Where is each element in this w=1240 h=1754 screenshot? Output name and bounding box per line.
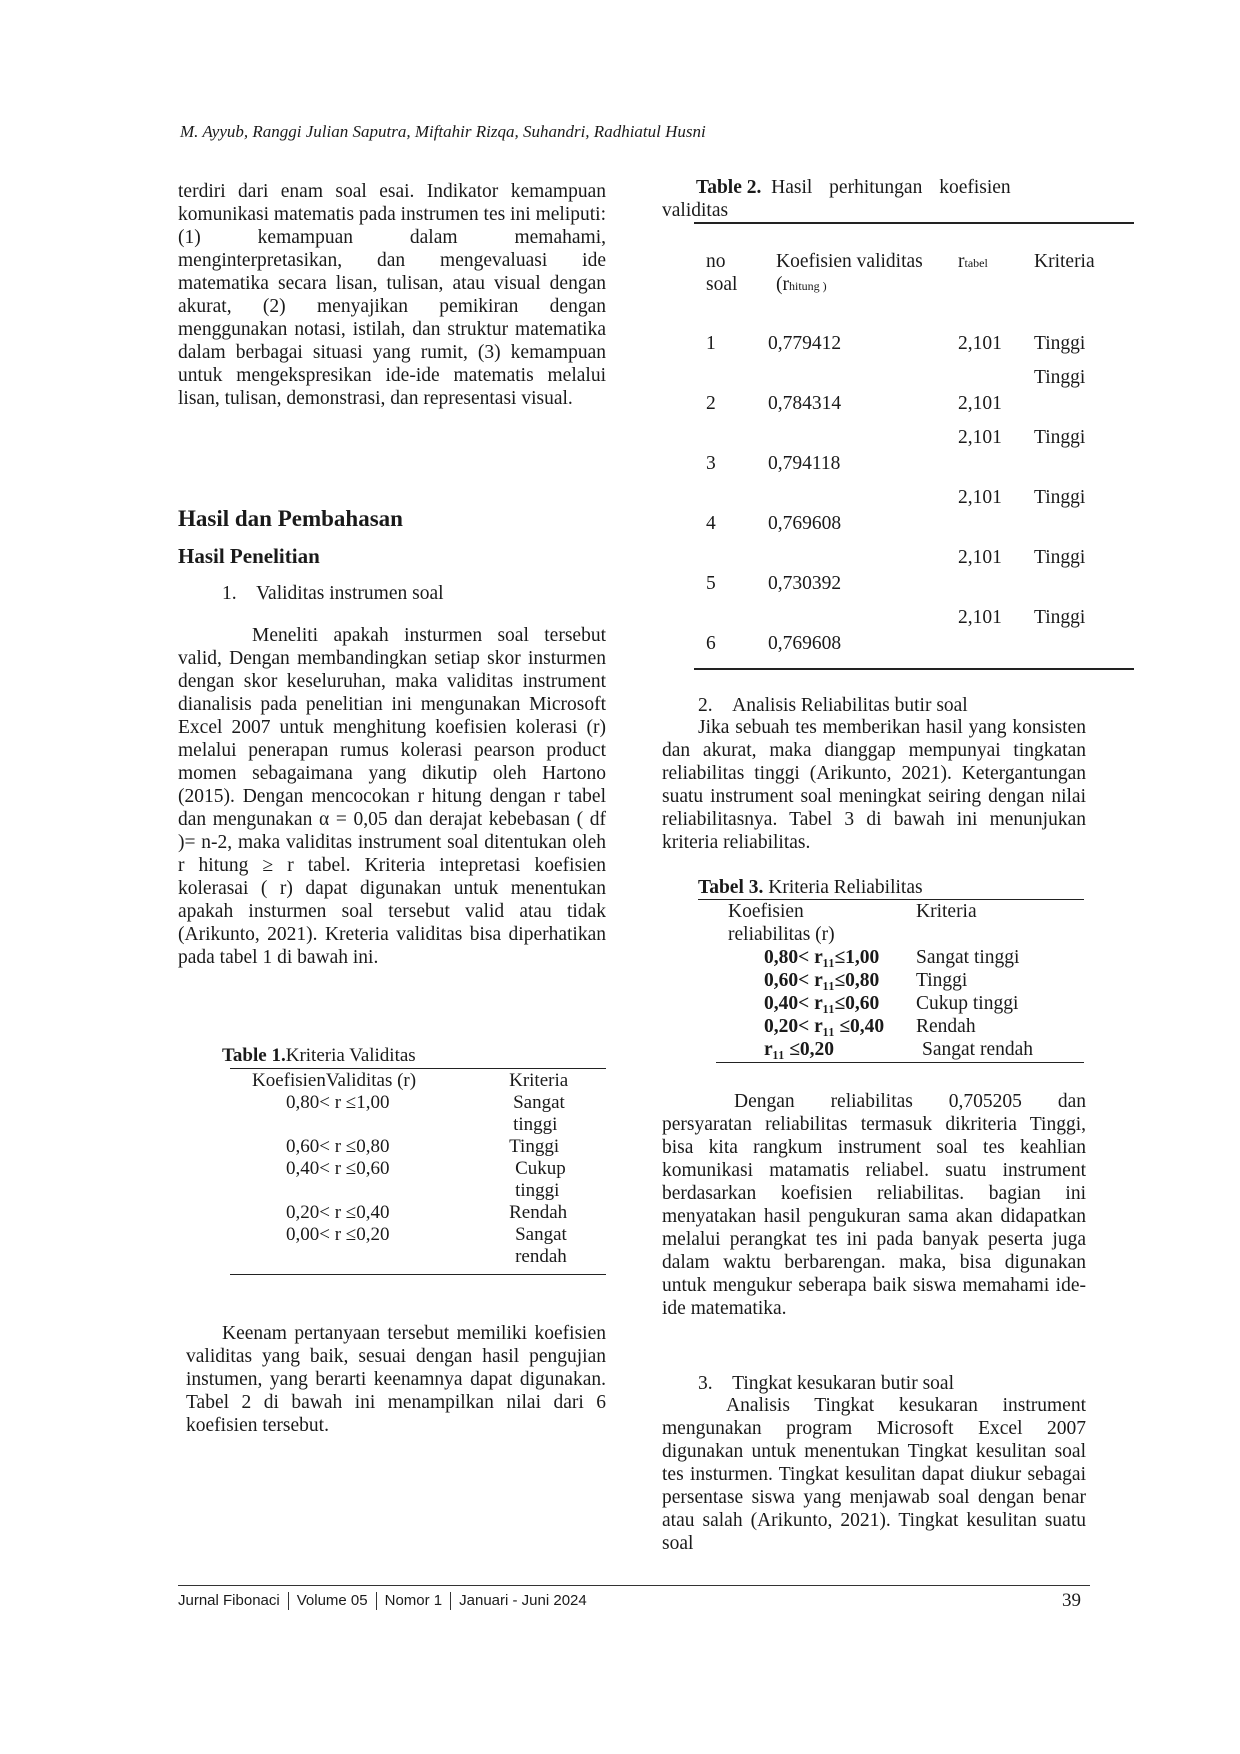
table-row (230, 1136, 606, 1158)
table2-no: 1 (706, 333, 716, 354)
intro-paragraph: terdiri dari enam soal esai. Indikator kemampuan komunikasi matematis pada instrumen tes ini meliputi: (1) kemampuan dalam memahami, menginterpretasikan, dan mengevaluasi ide matematika secara lisan, tulisan, atau visual dengan akurat, (2) menyajikan pemikiran dengan menggunakan notasi, istilah, dan struktur matematika dalam berbagai situasi yang rumit, (3) kemampuan untuk mengekspresikan ide-ide matematis melalui lisan, tulisan, demonstrasi, dan representasi visual. (178, 181, 606, 409)
table3-criteria: Rendah (916, 1016, 976, 1037)
table1-bottom-rule (230, 1274, 606, 1275)
table3-bottom-rule (716, 1062, 1084, 1063)
table-row (230, 1202, 606, 1224)
footer-separator (376, 1592, 377, 1610)
table1-criteria: Rendah (509, 1202, 568, 1223)
table2-no: 3 (706, 453, 716, 474)
table2-kriteria: Tinggi (1034, 367, 1086, 388)
table2-rtabel: 2,101 (958, 487, 1002, 508)
table2-caption-label: Table 2. (696, 177, 762, 198)
table2-header-coef: Koefisien validitas (rhitung ) (776, 251, 923, 295)
table3-range: 0,20< r₁₁ ≤0,40 (764, 1016, 885, 1037)
footer-rule (178, 1585, 1090, 1586)
table2-kriteria: Tinggi (1034, 547, 1086, 568)
footer-number: Nomor 1 (384, 1592, 443, 1609)
table2-rtabel: 2,101 (958, 547, 1002, 568)
page-number: 39 (1062, 1590, 1081, 1611)
table1-top-rule (230, 1068, 606, 1069)
table2-coef: 0,794118 (768, 453, 841, 474)
table3-caption (698, 877, 923, 899)
table2-rtabel: 2,101 (958, 333, 1002, 354)
table3-criteria: Cukup tinggi (916, 993, 1019, 1014)
table2-header-kriteria: Kriteria (1034, 251, 1095, 272)
table2-rtabel: 2,101 (958, 393, 1002, 414)
table3-criteria: Sangat tinggi (916, 947, 1020, 968)
table3-caption-label: Tabel 3. (698, 877, 764, 898)
footer-separator (288, 1592, 289, 1610)
table2-coef: 0,730392 (768, 573, 842, 594)
table2-bottom-rule (694, 668, 1134, 670)
table1-header-row (230, 1070, 606, 1092)
running-header-authors: M. Ayyub, Ranggi Julian Saputra, Miftahir Rizqa, Suhandri, Radhiatul Husni (180, 122, 706, 141)
table2-no: 6 (706, 633, 716, 654)
table2-kriteria: Tinggi (1034, 607, 1086, 628)
table2-kriteria: Tinggi (1034, 487, 1086, 508)
list-item-reliability: 2. Analisis Reliabilitas butir soal (698, 695, 968, 716)
table2-kriteria: Tinggi (1034, 333, 1086, 354)
table2-coef: 0,769608 (768, 513, 842, 534)
table3-header-criteria: Kriteria (916, 901, 977, 922)
table1 (230, 1070, 606, 1268)
table1-criteria: Sangat rendah (515, 1224, 567, 1267)
section-title: Hasil dan Pembahasan (178, 506, 403, 531)
table1-criteria: Tinggi (509, 1136, 560, 1157)
table2-rtabel: 2,101 (958, 427, 1002, 448)
table2-kriteria: Tinggi (1034, 427, 1086, 448)
footer-period: Januari - Juni 2024 (459, 1592, 587, 1609)
table1-range: 0,40< r ≤0,60 (286, 1158, 390, 1179)
difficulty-paragraph: Analisis Tingkat kesukaran instrument mengunakan program Microsoft Excel 2007 digunakan untuk menentukan Tingkat kesulitan soal tes insturmen. Tingkat kesulitan dapat diukur sebagai persentase siswa yang menjawab soal dengan benar atau salah (Arikunto, 2021). Tingkat kesulitan suatu soal (662, 1395, 1086, 1554)
footer-journal: Jurnal Fibonaci (178, 1592, 280, 1609)
table3-range: r₁₁ ≤0,20 (764, 1039, 835, 1060)
table2-caption-text: Hasil perhitungan koefisien validitas (662, 177, 1011, 221)
table1-range: 0,20< r ≤0,40 (286, 1202, 390, 1223)
table1-range: 0,60< r ≤0,80 (286, 1136, 390, 1157)
table-row (230, 1224, 606, 1268)
table2-no: 2 (706, 393, 716, 414)
table3-criteria: Sangat rendah (922, 1039, 1034, 1060)
table2-coef: 0,769608 (768, 633, 842, 654)
footer-separator (450, 1592, 451, 1610)
table1-caption-label: Table 1. (222, 1045, 286, 1066)
reliability-paragraph: Jika sebuah tes memberikan hasil yang konsisten dan akurat, maka dianggap mempunyai tingkatan reliabilitas tinggi (Arikunto, 2021). Ketergantungan suatu instrument soal meningkat seiring dengan nilai reliabilitasnya. Tabel 3 di bawah ini menunjukan kriteria reliabilitas. (662, 717, 1086, 853)
table2-header-rtabel: rtabel (958, 251, 988, 272)
table2-header-no: no soal (706, 251, 738, 295)
table2-top-rule (694, 222, 1134, 224)
table2-caption (662, 176, 1082, 222)
table3-range: 0,40< r₁₁≤0,60 (764, 993, 880, 1014)
table3-header-coef: Koefisien reliabilitas (r) (728, 901, 835, 945)
validity-paragraph: Meneliti apakah insturmen soal tersebut valid, Dengan membandingkan setiap skor insturmen dengan skor keseluruhan, maka validitas instrument dianalisis pada penelitian ini mengunakan Microsoft Excel 2007 untuk menghitung koefisien kolerasi (r) melalui penerapan rumus kolerasi pearson product momen sebagaimana yang dikutip oleh Hartono (2015). Dengan mencocokan r hitung dengan r tabel dan mengunakan α = 0,05 dan derajat kebebasan ( df )= n-2, maka validitas instrument soal ditentukan oleh r hitung ≥ r tabel. Kriteria intepretasi koefisien kolerasai ( r) dapat digunakan untuk menentukan apakah insturmen soal tersebut valid atau tidak (Arikunto, 2021). Kreteria validitas bisa diperhatikan pada tabel 1 di bawah ini. (178, 625, 606, 968)
table-row (230, 1092, 606, 1136)
subsection-title: Hasil Penelitian (178, 544, 320, 568)
table1-header-coef: KoefisienValiditas (r) (252, 1070, 417, 1091)
table3-caption-text: Kriteria Reliabilitas (763, 877, 923, 898)
table1-criteria: Sangat tinggi (513, 1092, 565, 1135)
table1-range: 0,00< r ≤0,20 (286, 1224, 390, 1245)
table1-criteria: Cukup tinggi (515, 1158, 566, 1201)
footer-volume: Volume 05 (296, 1592, 368, 1609)
table1-caption-text: Kriteria Validitas (285, 1045, 416, 1066)
list-item-difficulty: 3. Tingkat kesukaran butir soal (698, 1373, 955, 1394)
table3-criteria: Tinggi (916, 970, 968, 991)
table-row (230, 1158, 606, 1202)
list-item-validity: 1. Validitas instrumen soal (222, 583, 444, 604)
conclusion-paragraph: Dengan reliabilitas 0,705205 dan persyaratan reliabilitas termasuk dikriteria Tinggi, bisa kita rangkum instrument soal tes keahlian komunikasi matamatis reliabel. suatu instrument berdasarkan koefisien reliabilitas. bagian ini menyatakan hasil pengukuran sama akan didapatkan melalui perangkat tes ini pada banyak peserta juga dalam waktu berbarengan. maka, bisa digunakan untuk mengukur seberapa baik siswa memahami ide-ide matematika. (662, 1091, 1086, 1319)
table2-no: 5 (706, 573, 716, 594)
table2-coef: 0,779412 (768, 333, 842, 354)
table1-caption (222, 1045, 416, 1067)
table3-range: 0,80< r₁₁≤1,00 (764, 947, 880, 968)
table1-range: 0,80< r ≤1,00 (286, 1092, 390, 1113)
table2-coef: 0,784314 (768, 393, 842, 414)
table1-header-criteria: Kriteria (509, 1070, 569, 1091)
footer-journal-info (178, 1592, 587, 1610)
table3-range: 0,60< r₁₁≤0,80 (764, 970, 880, 991)
table2-no: 4 (706, 513, 716, 534)
table2-rtabel: 2,101 (958, 607, 1002, 628)
closing-paragraph: Keenam pertanyaan tersebut memiliki koefisien validitas yang baik, sesuai dengan hasil pengujian instumen, yang berarti keenamnya dapat digunakan. Tabel 2 di bawah ini menampilkan nilai dari 6 koefisien tersebut. (186, 1323, 606, 1436)
